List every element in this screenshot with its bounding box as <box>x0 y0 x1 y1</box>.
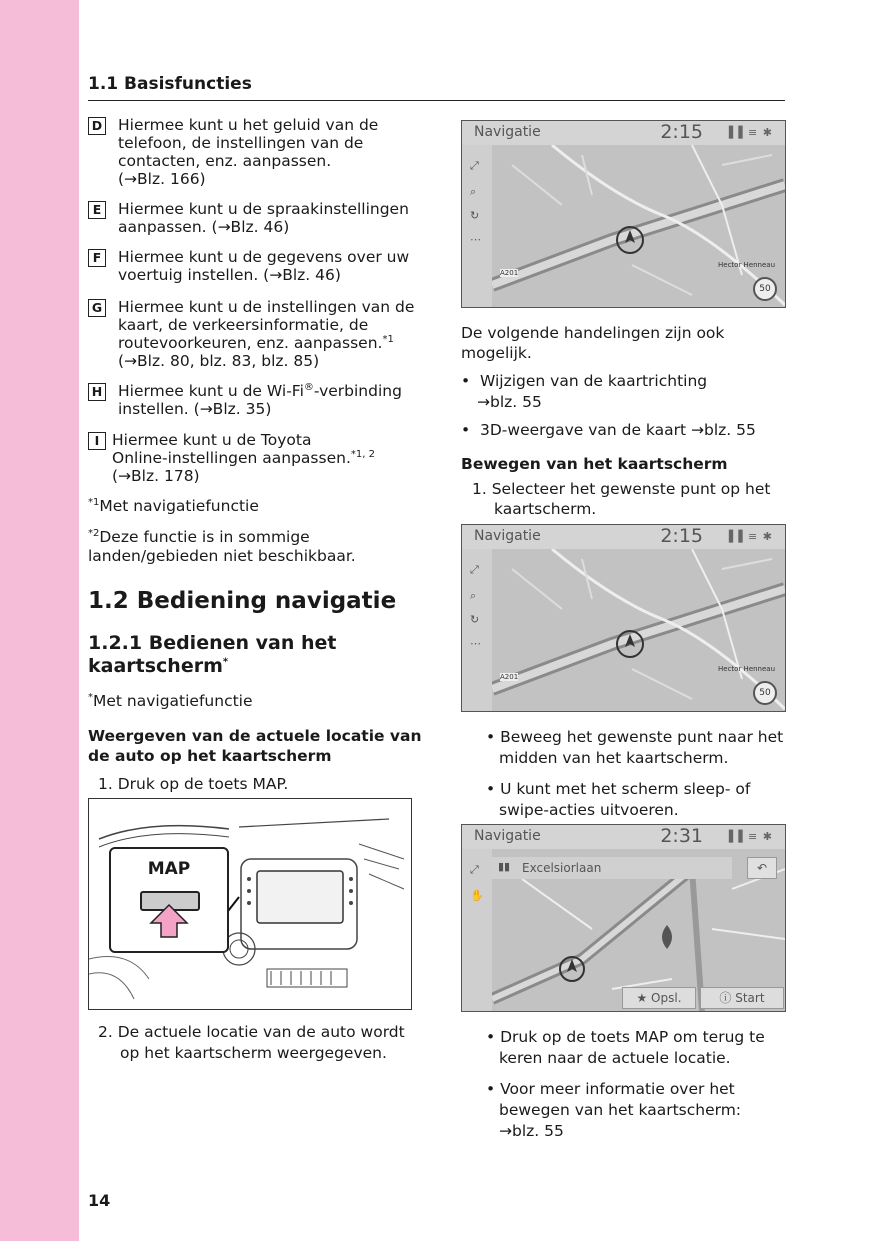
start-button[interactable]: ⓘ Start <box>700 987 784 1009</box>
left-step-1: 1. Druk op de toets MAP. <box>98 775 289 793</box>
map-side-toolbar <box>462 549 492 711</box>
screen-topbar: Navigatie 2:15 ▐▐ ≡ ✱ <box>462 121 785 145</box>
header-rule <box>88 100 785 101</box>
section-header: 1.1 Basisfuncties <box>88 74 252 94</box>
right-step-1: 1. Selecteer het gewenste punt op het kaartscherm. <box>472 480 771 518</box>
item-e: E Hiermee kunt u de spraakinstellingen aanpassen. (→Blz. 46) <box>88 200 418 236</box>
map-drawing <box>492 549 785 711</box>
status-icons: ▐▐ ≡ ✱ <box>724 126 773 139</box>
fullscreen-icon[interactable]: ⤢ <box>470 563 479 576</box>
item-letter: H <box>88 383 106 401</box>
footnote-2: $^{*2}$Deze functie is in sommige landen/gebieden niet beschikbaar. <box>88 527 356 565</box>
street-bar <box>492 857 732 879</box>
map-area[interactable]: A201 Hector Henneau 50 <box>492 145 785 307</box>
item-f: F Hiermee kunt u de gegevens over uw voertuig instellen. (→Blz. 46) <box>88 248 418 284</box>
fullscreen-icon[interactable]: ⤢ <box>470 159 479 172</box>
map-side-toolbar <box>462 849 492 1011</box>
press-arrow-icon <box>147 903 191 939</box>
bullet-swipe: • U kunt met het scherm sleep- of swipe-acties uitvoeren. <box>486 780 751 819</box>
search-icon[interactable]: ⌕ <box>470 589 477 602</box>
map-area[interactable] <box>492 849 785 1011</box>
right-intro: De volgende handelingen zijn ook mogelijk. <box>461 324 725 362</box>
item-letter: G <box>88 299 106 317</box>
left-step-2: 2. De actuele locatie van de auto wordt op het kaartscherm weergegeven. <box>98 1023 405 1062</box>
search-icon[interactable]: ⌕ <box>470 185 477 198</box>
bullet-3d: • 3D-weergave van de kaart →blz. 55 <box>461 421 756 439</box>
flag-icon: ▮▮ <box>498 860 511 873</box>
screen-topbar: Navigatie 2:15 ▐▐ ≡ ✱ <box>462 525 785 549</box>
nav-screen-2 <box>461 524 786 712</box>
status-icons: ▐▐ ≡ ✱ <box>724 530 773 543</box>
fullscreen-icon[interactable]: ⤢ <box>470 863 479 876</box>
item-letter: D <box>88 117 106 135</box>
map-area[interactable]: A201 Hector Henneau 50 <box>492 549 785 711</box>
hand-icon[interactable]: ✋ <box>470 889 484 902</box>
more-icon[interactable]: ⋯ <box>470 637 481 650</box>
bullet-more-info: • Voor meer informatie over het bewegen van het kaartscherm: →blz. 55 <box>486 1080 742 1140</box>
bullet-move-point: • Beweeg het gewenste punt naar het midden van het kaartscherm. <box>486 728 784 767</box>
more-icon[interactable]: ⋯ <box>470 233 481 246</box>
left-heading: Weergeven van de actuele locatie van de auto op het kaartscherm <box>88 727 422 765</box>
street-name: Excelsiorlaan <box>522 861 602 875</box>
rotate-icon[interactable]: ↻ <box>470 613 480 626</box>
status-icons: ▐▐ ≡ ✱ <box>724 830 773 843</box>
save-button[interactable]: ★ Opsl. <box>622 987 696 1009</box>
back-icon[interactable]: ↶ <box>747 857 777 879</box>
right-heading: Bewegen van het kaartscherm <box>461 455 728 473</box>
bullet-orientation: • Wijzigen van de kaartrichting →blz. 55 <box>461 372 708 411</box>
speed-limit-sign: 50 <box>753 277 777 301</box>
section-1-2-1-title: 1.2.1 Bedienen van het kaartscherm* <box>88 632 337 677</box>
item-letter: E <box>88 201 106 219</box>
item-h: H Hiermee kunt u de Wi-Fi®-verbinding instellen. (→Blz. 35) <box>88 382 418 418</box>
nav-screen-3 <box>461 824 786 1012</box>
item-g: G Hiermee kunt u de instellingen van de kaart, de verkeersinformatie, de routevoorkeuren, enz. aanpassen.$^{*1}$ (→Blz. 80, blz. 83, blz. 85) <box>88 298 418 370</box>
speed-limit-sign: 50 <box>753 681 777 705</box>
nav-screen-1 <box>461 120 786 308</box>
nav-note: *Met navigatiefunctie <box>88 691 253 710</box>
item-letter: F <box>88 249 106 267</box>
map-key-callout <box>109 847 229 953</box>
screen-topbar: Navigatie 2:31 ▐▐ ≡ ✱ <box>462 825 785 849</box>
item-d: D Hiermee kunt u het geluid van de telefoon, de instellingen van de contacten, enz. aanpassen. (→Blz. 166) <box>88 116 418 188</box>
item-i: I Hiermee kunt u de Toyota Online-instellingen aanpassen.$^{*1, 2}$ (→Blz. 178) <box>88 431 418 485</box>
section-1-2-title: 1.2 Bediening navigatie <box>88 588 397 614</box>
map-side-toolbar <box>462 145 492 307</box>
map-key-label: MAP <box>147 859 191 879</box>
dashboard-illustration <box>88 798 412 1010</box>
page-number: 14 <box>88 1191 111 1210</box>
item-letter: I <box>88 432 106 450</box>
rotate-icon[interactable]: ↻ <box>470 209 480 222</box>
map-drawing <box>492 145 785 307</box>
page-sidebar <box>0 0 79 1241</box>
footnote-1: $^{*1}$Met navigatiefunctie <box>88 496 259 515</box>
bullet-map-key: • Druk op de toets MAP om terug te keren naar de actuele locatie. <box>486 1028 765 1067</box>
